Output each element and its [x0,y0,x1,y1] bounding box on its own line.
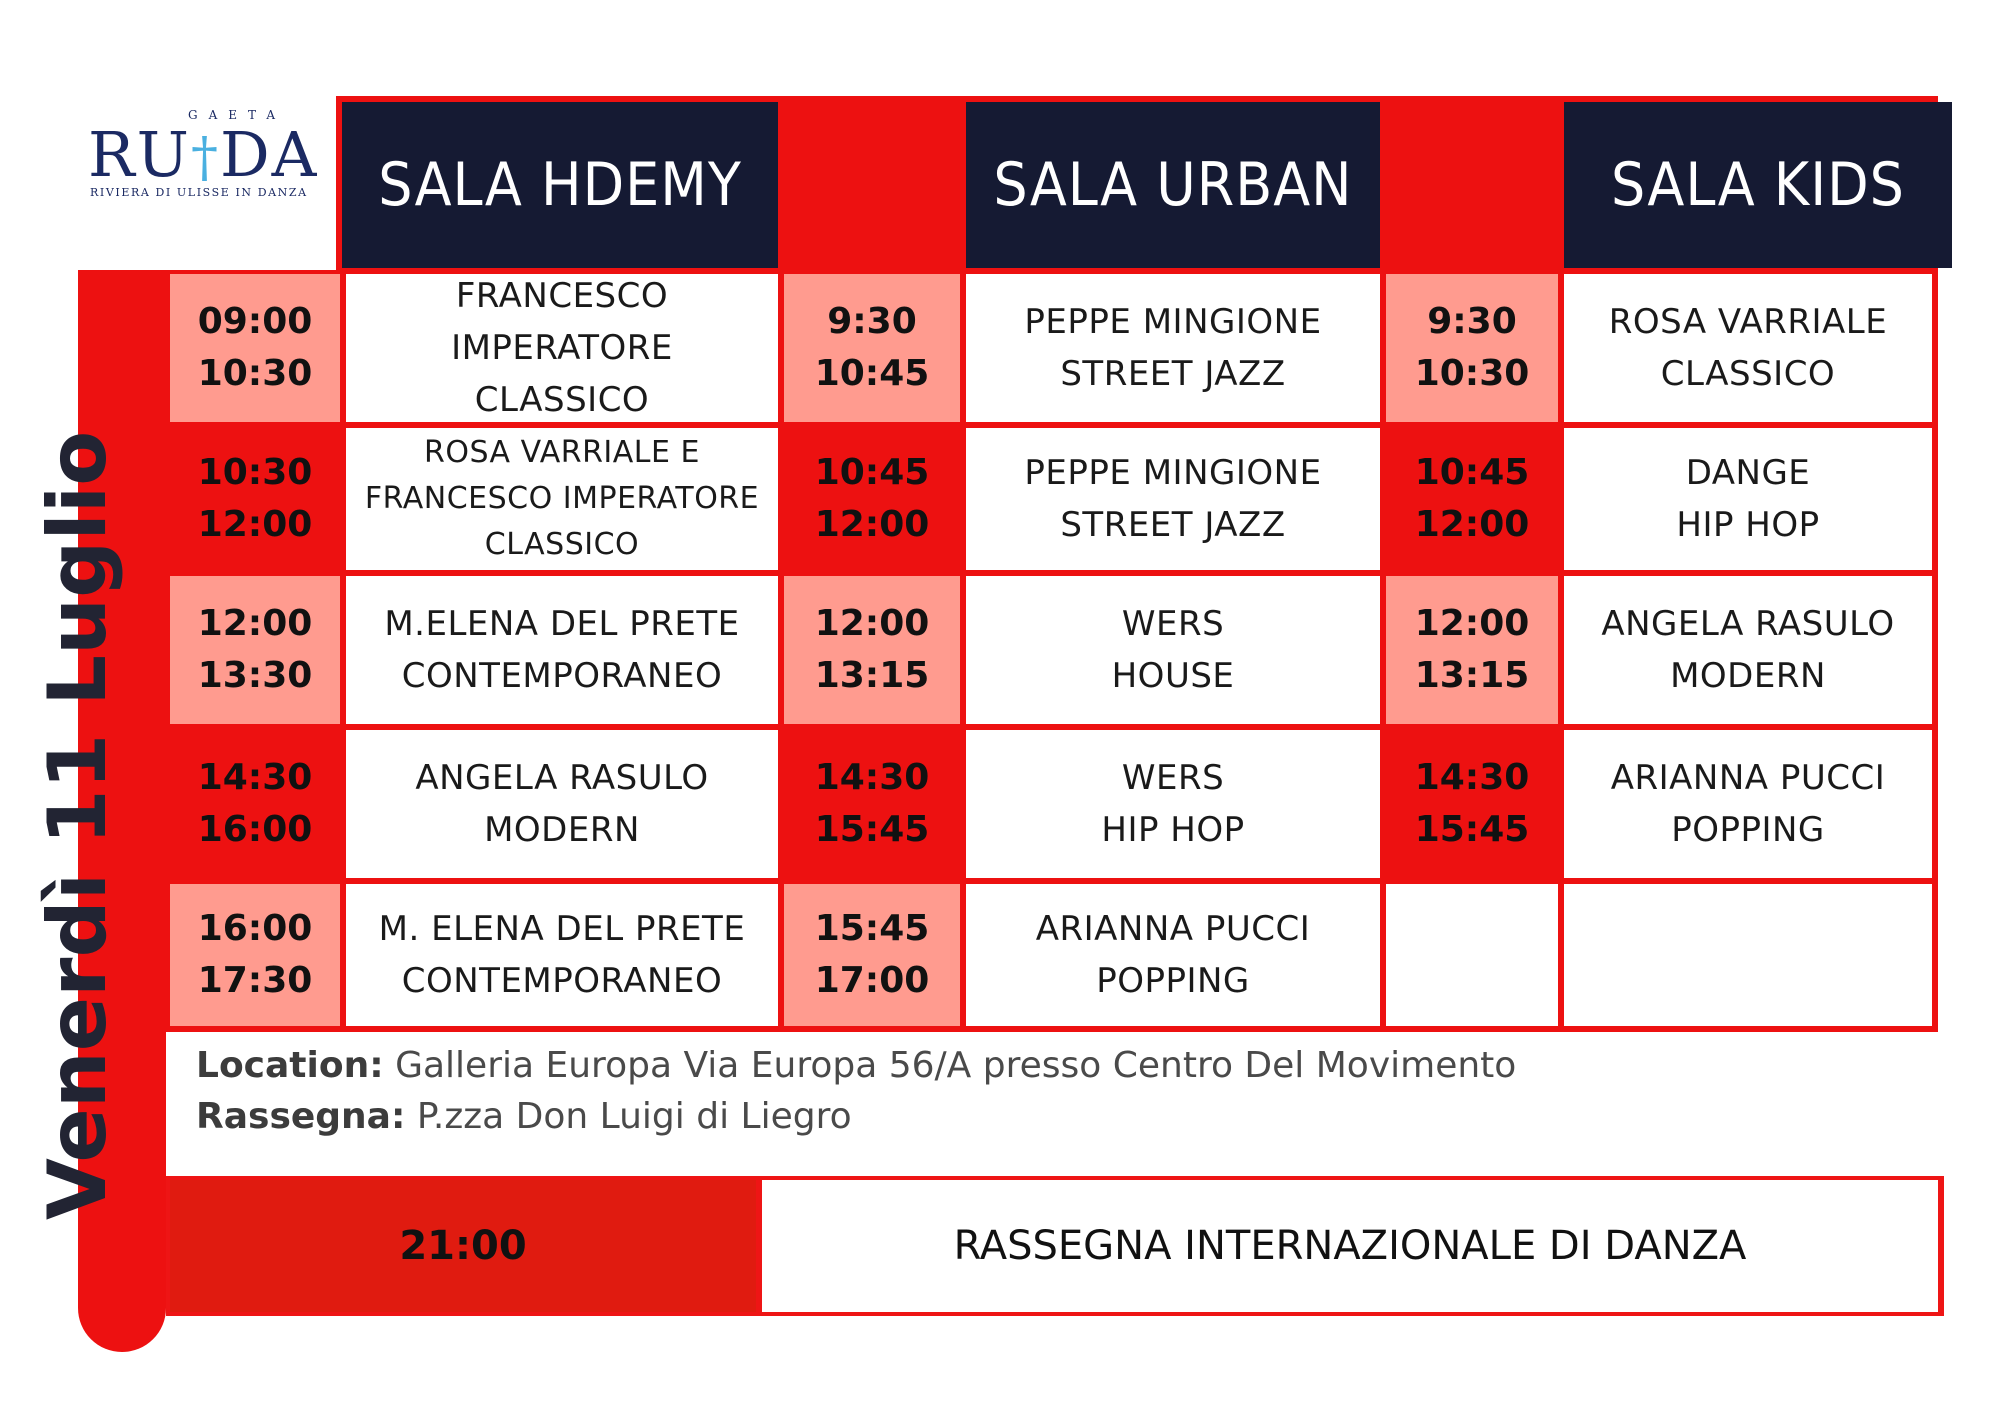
rassegna-value: P.zza Don Luigi di Liegro [416,1096,852,1137]
event-title: RASSEGNA INTERNAZIONALE DI DANZA [762,1180,1938,1312]
table-row-3-kids-class: ANGELA RASULO MODERN [1564,576,1932,724]
table-row-2-urban-class: PEPPE MINGIONE STREET JAZZ [966,428,1380,570]
logo-wordmark: RU†DA [88,118,319,191]
table-row-2-hdemy-class: ROSA VARRIALE E FRANCESCO IMPERATORE CLASSICO [346,428,778,570]
location-block [196,1040,1696,1150]
table-row-1-hdemy-time: 09:00 10:30 [170,274,340,422]
logo-tagline: RIVIERA DI ULISSE IN DANZA [90,186,308,199]
table-row-5-urban-class: ARIANNA PUCCI POPPING [966,884,1380,1026]
hall-header-kids: SALA KIDS [1564,102,1952,268]
hall-header-urban: SALA URBAN [966,102,1380,268]
table-row-5-kids-class [1564,884,1932,1026]
table-row-1-hdemy-class: FRANCESCO IMPERATORE CLASSICO [346,274,778,422]
table-row-4-kids-time: 14:30 15:45 [1386,730,1558,878]
location-line [196,1040,1696,1091]
table-row-4-urban-class: WERS HIP HOP [966,730,1380,878]
rassegna-label: Rassegna: [196,1096,406,1137]
table-row-3-kids-time: 12:00 13:15 [1386,576,1558,724]
table-row-5-urban-time: 15:45 17:00 [784,884,960,1026]
table-row-4-kids-class: ARIANNA PUCCI POPPING [1564,730,1932,878]
table-row-3-hdemy-class: M.ELENA DEL PRETE CONTEMPORANEO [346,576,778,724]
table-row-2-urban-time: 10:45 12:00 [784,428,960,570]
table-row-3-hdemy-time: 12:00 13:30 [170,576,340,724]
table-row-3-urban-class: WERS HOUSE [966,576,1380,724]
table-row-5-hdemy-time: 16:00 17:30 [170,884,340,1026]
logo [88,108,328,208]
table-row-1-urban-time: 9:30 10:45 [784,274,960,422]
table-row-1-urban-class: PEPPE MINGIONE STREET JAZZ [966,274,1380,422]
hall-header-hdemy: SALA HDEMY [342,102,778,268]
table-row-4-hdemy-class: ANGELA RASULO MODERN [346,730,778,878]
location-label: Location: [196,1045,384,1086]
table-row-5-kids-time [1386,884,1558,1026]
table-row-1-kids-class: ROSA VARRIALE CLASSICO [1564,274,1932,422]
table-row-2-kids-class: DANGE HIP HOP [1564,428,1932,570]
logo-city: GAETA [188,108,287,122]
event-time: 21:00 [170,1180,756,1312]
dancer-icon: † [190,126,220,189]
table-row-1-kids-time: 9:30 10:30 [1386,274,1558,422]
table-row-5-hdemy-class: M. ELENA DEL PRETE CONTEMPORANEO [346,884,778,1026]
table-row-2-hdemy-time: 10:30 12:00 [170,428,340,570]
location-value: Galleria Europa Via Europa 56/A presso Centro Del Movimento [395,1045,1517,1086]
rassegna-line [196,1091,1696,1142]
date-label: Venerdì 11 Luglio [31,430,124,1220]
table-row-3-urban-time: 12:00 13:15 [784,576,960,724]
table-row-4-hdemy-time: 14:30 16:00 [170,730,340,878]
table-row-4-urban-time: 14:30 15:45 [784,730,960,878]
table-row-2-kids-time: 10:45 12:00 [1386,428,1558,570]
